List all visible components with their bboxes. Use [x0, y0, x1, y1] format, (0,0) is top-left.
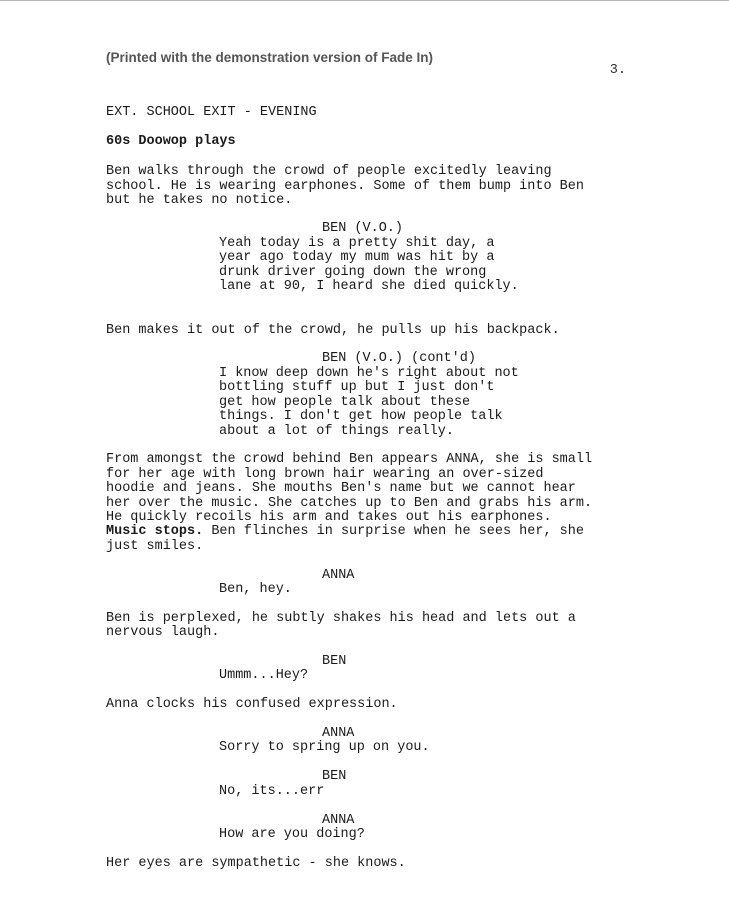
dialogue-line: things. I don't get how people talk [219, 409, 503, 424]
dialogue-line: bottling stuff up but I just don't [219, 380, 495, 395]
demo-watermark-banner: (Printed with the demonstration version of Fade In) [106, 50, 434, 65]
action-line: From amongst the crowd behind Ben appears ANNA, she is small [106, 452, 593, 467]
action-line: school. He is wearing earphones. Some of them bump into Ben [106, 179, 584, 194]
scene-heading: EXT. SCHOOL EXIT - EVENING [106, 105, 317, 120]
action-line: but he takes no notice. [106, 193, 293, 208]
dialogue-line: Yeah today is a pretty shit day, a [219, 236, 495, 251]
character-cue: BEN (V.O.) (cont'd) [322, 351, 476, 366]
dialogue-line: about a lot of things really. [219, 424, 454, 439]
dialogue-line: year ago today my mum was hit by a [219, 250, 495, 265]
action-line: Ben makes it out of the crowd, he pulls up his backpack. [106, 323, 560, 338]
action-line [106, 525, 584, 540]
character-cue: BEN [322, 769, 347, 784]
action-line: for her age with long brown hair wearing an over-sized [106, 467, 544, 482]
action-line: Ben walks through the crowd of people excitedly leaving [106, 164, 552, 179]
action-line: Anna clocks his confused expression. [106, 697, 398, 712]
action-line-rest: Ben flinches in surprise when he sees her, she [203, 524, 584, 539]
music-cue: 60s Doowop plays [106, 134, 236, 149]
character-cue: ANNA [322, 726, 355, 741]
dialogue-line: Sorry to spring up on you. [219, 740, 430, 755]
action-line: He quickly recoils his arm and takes out his earphones. [106, 510, 552, 525]
action-line: just smiles. [106, 539, 204, 554]
dialogue-line: No, its...err [219, 784, 325, 799]
music-stops-cue: Music stops. [106, 524, 204, 539]
character-cue: BEN [322, 654, 347, 669]
dialogue-line: Ummm...Hey? [219, 668, 309, 683]
action-line: Her eyes are sympathetic - she knows. [106, 856, 406, 871]
action-line: nervous laugh. [106, 625, 220, 640]
dialogue-line: lane at 90, I heard she died quickly. [219, 279, 519, 294]
action-line: Ben is perplexed, he subtly shakes his head and lets out a [106, 611, 576, 626]
page-number: 3. [609, 63, 626, 78]
character-cue: ANNA [322, 568, 355, 583]
character-cue: BEN (V.O.) [322, 221, 404, 236]
action-line: her over the music. She catches up to Ben and grabs his arm. [106, 496, 593, 511]
dialogue-line: Ben, hey. [219, 582, 292, 597]
dialogue-line: get how people talk about these [219, 395, 471, 410]
character-cue: ANNA [322, 813, 355, 828]
action-line: hoodie and jeans. She mouths Ben's name but we cannot hear [106, 481, 576, 496]
dialogue-line: I know deep down he's right about not [219, 366, 519, 381]
dialogue-line: How are you doing? [219, 827, 365, 842]
dialogue-line: drunk driver going down the wrong [219, 265, 487, 280]
